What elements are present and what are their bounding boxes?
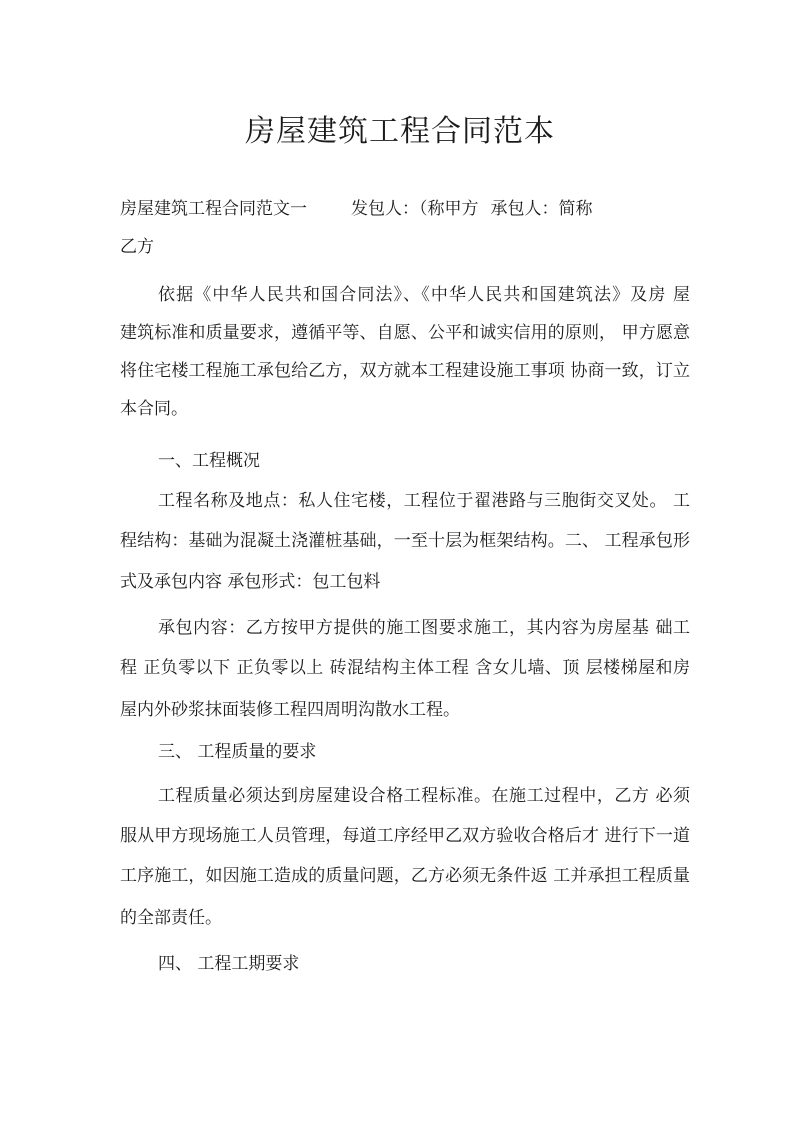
section-3-heading: 三、 工程质量的要求 — [158, 742, 317, 762]
section-1-heading: 一、工程概况 — [158, 451, 260, 471]
header-part-2: 发包人：（称甲方 — [351, 199, 479, 219]
intro-line-1: 依据《中华人民共和国合同法》、《中华人民共和国建筑法》及房 屋 — [158, 285, 690, 305]
section-1-line-2: 程结构：基础为混凝土浇灌桩基础，一至十层为框架结构。二、 工程承包形 — [120, 531, 690, 551]
contract-content-line-3: 屋内外砂浆抹面装修工程四周明沟散水工程。 — [120, 700, 460, 720]
section-3-line-2: 服从甲方现场施工人员管理，每道工序经甲乙双方验收合格后才 进行下一道 — [120, 826, 690, 846]
header-line — [120, 197, 690, 221]
intro-line-2: 建筑标准和质量要求，遵循平等、自愿、公平和诚实信用的原则， 甲方愿意 — [120, 323, 690, 343]
section-1-line-1: 工程名称及地点：私人住宅楼，工程位于翟港路与三胞街交叉处。 工 — [158, 491, 690, 511]
section-1-line-3: 式及承包内容 承包形式：包工包料 — [120, 572, 381, 592]
intro-line-3: 将住宅楼工程施工承包给乙方，双方就本工程建设施工事项 协商一致，订立 — [120, 361, 690, 381]
document-title: 房屋建筑工程合同范本 — [245, 114, 555, 149]
header-part-3: 承包人：简称 — [490, 199, 593, 219]
header-line-cont: 乙方 — [120, 237, 154, 257]
section-4-heading: 四、 工程工期要求 — [158, 954, 300, 974]
contract-content-line-1: 承包内容：乙方按甲方提供的施工图要求施工，其内容为房屋基 础工 — [158, 618, 690, 638]
contract-content-line-2: 程 正负零以下 正负零以上 砖混结构主体工程 含女儿墙、顶 层楼梯屋和房 — [120, 658, 690, 678]
section-3-line-4: 的全部责任。 — [120, 908, 222, 928]
header-part-1: 房屋建筑工程合同范文一 — [120, 199, 307, 219]
intro-line-4: 本合同。 — [120, 399, 188, 419]
section-3-line-1: 工程质量必须达到房屋建设合格工程标准。在施工过程中，乙方 必须 — [158, 786, 690, 806]
section-3-line-3: 工序施工，如因施工造成的质量问题，乙方必须无条件返 工并承担工程质量 — [120, 866, 690, 886]
